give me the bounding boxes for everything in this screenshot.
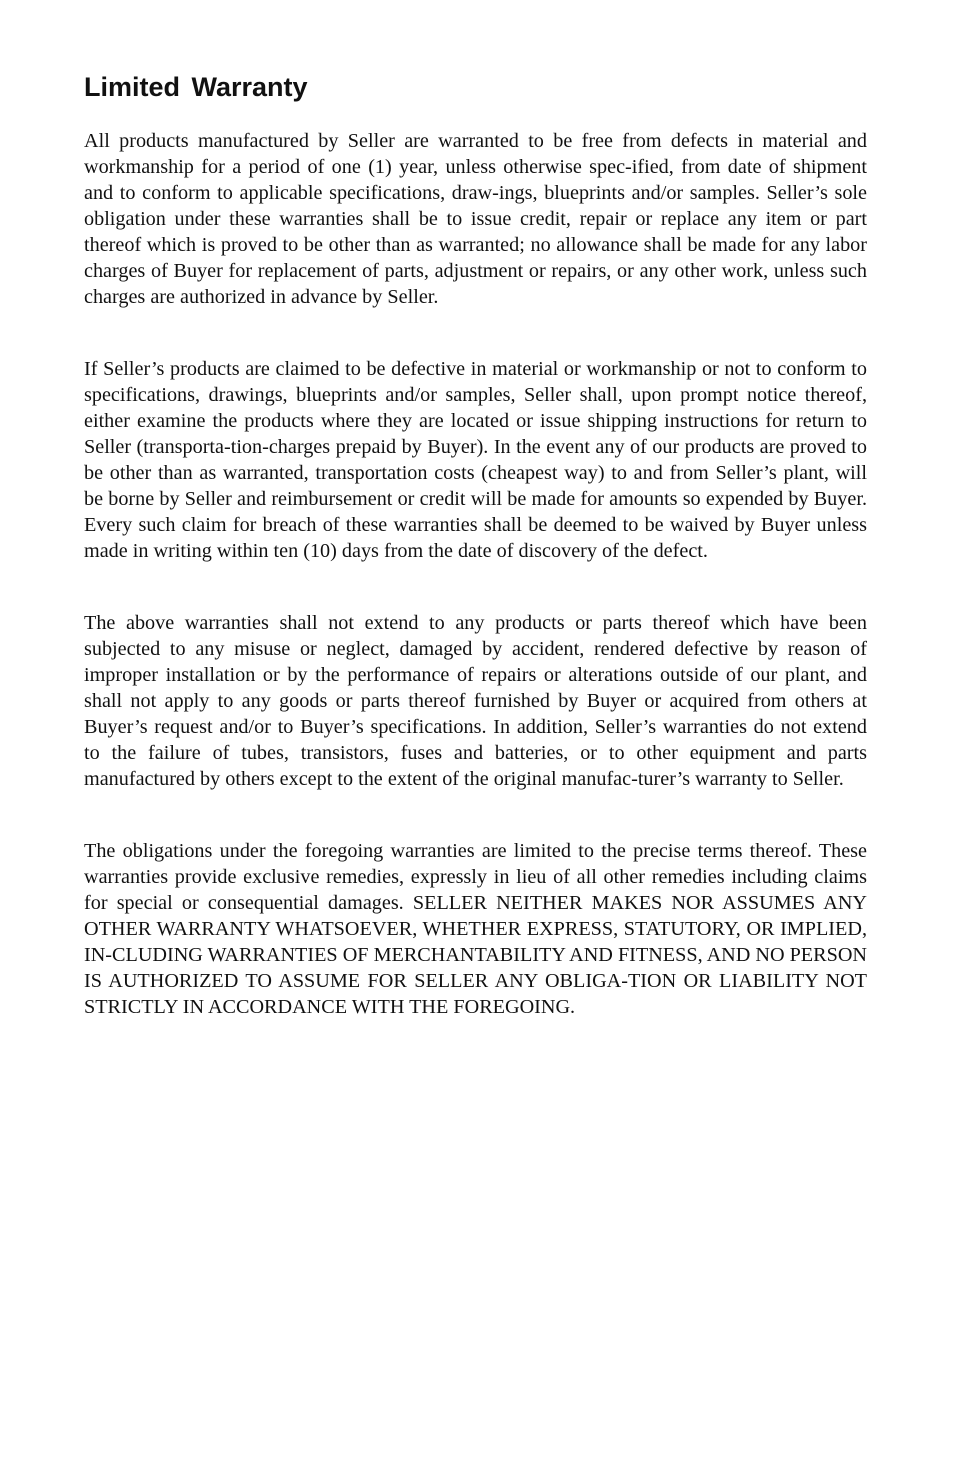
warranty-paragraph-1: All products manufactured by Seller are warranted to be free from defects in material and workmanship for a period of one (1) year, unless otherwise spec-ified, from date of shipment and to conform to applicable specifications, draw-ings, blueprints and/or samples. Seller’s sole obligation under these warranties shall be to issue credit, repair or replace any item or part thereof which is proved to be other than as warranted; no allowance shall be made for any labor charges of Buyer for replacement of parts, adjustment or repairs, or any other work, unless such charges are authorized in advance by Seller. xyxy=(84,130,867,308)
warranty-paragraph-3: The above warranties shall not extend to any products or parts thereof which have been subjected to any misuse or neglect, damaged by accident, rendered defective by reason of improper installation or by the performance of repairs or alterations outside of our plant, and shall not apply to any goods or parts thereof furnished by Buyer or acquired from others at Buyer’s request and/or to Buyer’s specifications. In addition, Seller’s warranties do not extend to the failure of tubes, transistors, fuses and batteries, or to other equipment and parts manufactured by others except to the extent of the original manufac-turer’s warranty to Seller. xyxy=(84,612,867,790)
warranty-page xyxy=(84,70,867,1020)
warranty-paragraph-4: The obligations under the foregoing warranties are limited to the precise terms thereof. These warranties provide exclusive remedies, expressly in lieu of all other remedies including claims for special or consequential damages. SELLER NEITHER MAKES NOR ASSUMES ANY OTHER WARRANTY WHATSOEVER, WHETHER EXPRESS, STATUTORY, OR IMPLIED, IN-CLUDING WARRANTIES OF MERCHANTABILITY AND FITNESS, AND NO PERSON IS AUTHORIZED TO ASSUME FOR SELLER ANY OBLIGA-TION OR LIABILITY NOT STRICTLY IN ACCORDANCE WITH THE FOREGOING. xyxy=(84,840,867,1018)
page-title: Limited Warranty xyxy=(84,72,308,102)
warranty-paragraph-2: If Seller’s products are claimed to be defective in material or workmanship or not to conform to specifications, drawings, blueprints and/or samples, Seller shall, upon prompt notice thereof, either examine the products where they are located or issue shipping instructions for return to Seller (transporta-tion-charges prepaid by Buyer). In the event any of our products are proved to be other than as warranted, transportation costs (cheapest way) to and from Seller’s plant, will be borne by Seller and reimbursement or credit will be made for amounts so expended by Buyer. Every such claim for breach of these warranties shall be deemed to be waived by Buyer unless made in writing within ten (10) days from the date of discovery of the defect. xyxy=(84,358,867,562)
